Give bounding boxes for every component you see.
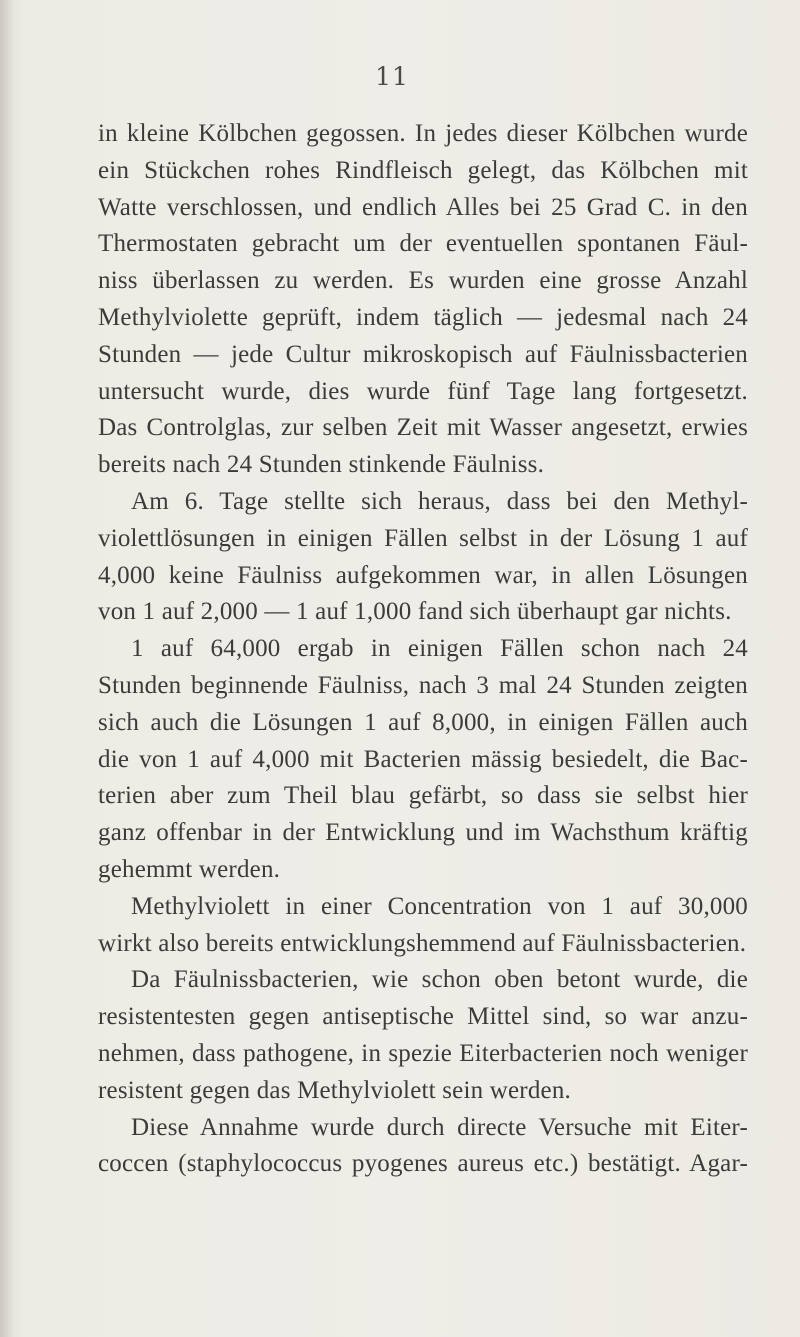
text-line: coccen (staphylococcus pyogenes aureus etc.) bestätigt. Agar- bbox=[98, 1150, 748, 1178]
text-line: Da Fäulnissbacterien, wie schon oben betont wurde, die bbox=[131, 966, 748, 994]
text-line: untersucht wurde, dies wurde fünf Tage lang fortgesetzt. bbox=[98, 377, 748, 405]
text-line: in kleine Kölbchen gegossen. In jedes dieser Kölbchen wurde bbox=[98, 120, 748, 147]
text-line: terien aber zum Theil blau gefärbt, so dass sie selbst hier bbox=[98, 782, 748, 810]
text-line: resistentesten gegen antiseptische Mittel sind, so war anzu- bbox=[98, 1003, 748, 1031]
text-line: Thermostaten gebracht um der eventuellen spontanen Fäul- bbox=[98, 230, 748, 258]
text-line: Methylviolette geprüft, indem täglich — jedesmal nach 24 bbox=[98, 303, 748, 331]
text-line: bereits nach 24 Stunden stinkende Fäulniss. bbox=[98, 451, 545, 479]
text-line: gehemmt werden. bbox=[98, 855, 281, 883]
text-line: von 1 auf 2,000 — 1 auf 1,000 fand sich überhaupt gar nichts. bbox=[98, 598, 732, 626]
text-line: ein Stückchen rohes Rindfleisch gelegt, das Kölbchen mit bbox=[98, 156, 748, 184]
text-line: Methylviolett in einer Concentration von 1 auf 30,000 bbox=[131, 892, 748, 920]
text-line: niss überlassen zu werden. Es wurden eine grosse Anzahl bbox=[98, 267, 748, 295]
binding-shadow bbox=[0, 0, 14, 1337]
text-line: 1 auf 64,000 ergab in einigen Fällen schon nach 24 bbox=[131, 635, 748, 663]
text-line: ganz offenbar in der Entwicklung und im Wachsthum kräftig bbox=[98, 819, 748, 847]
text-line: Watte verschlossen, und endlich Alles bei 25 Grad C. in den bbox=[98, 193, 748, 221]
text-line: 4,000 keine Fäulniss aufgekommen war, in allen Lösungen bbox=[98, 561, 748, 589]
page-number: 11 bbox=[375, 62, 409, 91]
text-line: Diese Annahme wurde durch directe Versuche mit Eiter- bbox=[131, 1113, 748, 1141]
text-line: Stunden — jede Cultur mikroskopisch auf Fäulnissbacterien bbox=[98, 340, 748, 368]
text-line: wirkt also bereits entwicklungshemmend auf Fäulnissbacterien. bbox=[98, 929, 747, 957]
text-line: resistent gegen das Methylviolett sein werden. bbox=[98, 1076, 571, 1104]
text-line: sich auch die Lösungen 1 auf 8,000, in einigen Fällen auch bbox=[98, 708, 748, 736]
text-line: die von 1 auf 4,000 mit Bacterien mässig besiedelt, die Bac- bbox=[98, 745, 748, 773]
text-line: violettlösungen in einigen Fällen selbst in der Lösung 1 auf bbox=[98, 524, 748, 552]
text-line: Das Controlglas, zur selben Zeit mit Wasser angesetzt, erwies bbox=[98, 414, 748, 442]
text-line: Am 6. Tage stellte sich heraus, dass bei den Methyl- bbox=[131, 487, 748, 515]
text-line: nehmen, dass pathogene, in spezie Eiterbacterien noch weniger bbox=[98, 1039, 748, 1067]
text-line: Stunden beginnende Fäulniss, nach 3 mal 24 Stunden zeigten bbox=[98, 671, 748, 699]
body-text bbox=[98, 116, 748, 1183]
